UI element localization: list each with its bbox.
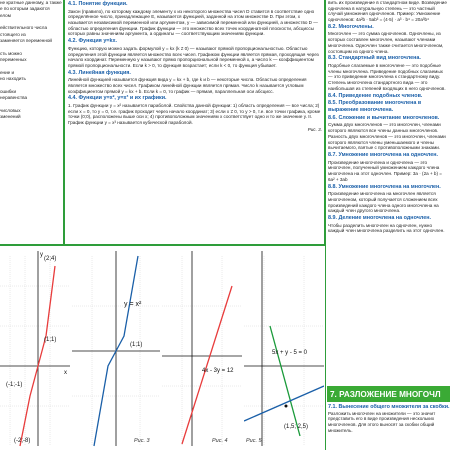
section-title-8-8: 8.8. Умножение многочлена на многочлен. bbox=[328, 183, 441, 190]
left-line: зменений bbox=[0, 113, 21, 119]
y-axis-label: y bbox=[40, 252, 43, 258]
section-title-7-1: 7.1. Вынесение общего множителя за скобки. bbox=[328, 404, 450, 410]
section-text-8-2: Многочлен — это сумма одночленов. Одночлены, из которых составлен многочлен, называют членами многочлена. Одночлен также считается многочленом, состоящим из одного члена. bbox=[328, 31, 444, 54]
section-title-8-9: 8.9. Деление многочлена на одночлен. bbox=[328, 215, 431, 222]
label-y-top: (2;4) bbox=[44, 256, 57, 262]
right-intro-text: вить их произведение в стандартном виде. Возведение одночлена в натуральную степень — это частный случай умножения одночленов. Пример: Умножение одночленов: 4a²b · 5ab³ = (4·5) · a³ · b⁴ = 20a³b⁴ bbox=[328, 0, 447, 23]
label-point-1: (1;1) bbox=[44, 337, 57, 343]
chapter-banner bbox=[327, 386, 450, 402]
intersection-label: (1,5; 2,5) bbox=[284, 424, 309, 430]
section-title-8-4: 8.4. Приведение подобных членов. bbox=[328, 92, 423, 99]
left-line: ействительного числа bbox=[0, 25, 48, 31]
left-line: не кратные данному, а также bbox=[0, 0, 62, 5]
section-title-8-3: 8.3. Стандартный вид многочлена. bbox=[328, 55, 421, 62]
section-text-4-3: Линейной функцией называется функция вида y = kx + b, где k и b — некоторые числа. Областью определения является множество всех чисел. Графиком линейной функции является прямая. Число k называется угловым коэффициентом прямой y = kx + b. Если k = 0, то график — прямая, параллельная оси абсцисс. bbox=[68, 77, 307, 94]
section-text-4-2: Функцию, которую можно задать формулой y = kx (k ≠ 0) — называют прямой пропорциональностью. Областью определения этой функции является множество всех чисел. Графиком функции является прямая, проходящая через начало координат. Переменную y называют прямо пропорциональной переменной x, а число k — коэффициентом прямой пропорциональности. Если k > 0, то функция возрастает; если k < 0, то функция убывает. bbox=[68, 45, 319, 68]
section-title-4-3: 4.3. Линейная функция. bbox=[68, 69, 131, 76]
left-line: неравенства bbox=[0, 94, 28, 100]
left-line: елом bbox=[0, 12, 11, 18]
plot-system bbox=[244, 246, 324, 450]
section-text-8-6: Сумма двух многочленов — это многочлен, членами которого являются все члены данных многочленов. Разность двух многочленов — это многочлен, членами которого являются члены уменьшаемого и члены вычитаемого, взятые с противоположными знаками. bbox=[328, 122, 446, 151]
section-text-8-7: Произведение многочлена и одночлена — это многочлен, полученный умножением каждого члена многочлена на этот одночлен. Пример: 3a · (2a + b) = 6a² + 3ab bbox=[328, 159, 442, 182]
section-title-4-4: 4.4. Функции y=x², y=x³ и их графики. bbox=[68, 95, 167, 102]
line-1 bbox=[270, 326, 300, 436]
left-line: заменяется переменной bbox=[0, 37, 52, 43]
section-title-8-6: 8.6. Сложение и вычитание многочленов. bbox=[328, 114, 440, 121]
section-text-8-9: Чтобы разделить многочлен на одночлен, нужно каждый член многочлена разделить на этот одночлен. bbox=[328, 222, 445, 234]
section-text-8-3: Подобные слагаемые в многочлене — это подобные члены многочлена. Приведение подобных слагаемых — это приведение многочлена к стандартному виду. Степень многочлена стандартного вида — это наибольшая из степеней входящих в него одночленов. bbox=[328, 62, 446, 91]
section-title-8-7: 8.7. Умножение многочлена на одночлен. bbox=[328, 152, 438, 159]
label-point-2: (-1;-1) bbox=[6, 382, 23, 388]
middle-text-column bbox=[66, 0, 324, 245]
func-label: y = x² bbox=[124, 301, 142, 308]
equation-1: 5x + y - 5 = 0 bbox=[272, 350, 308, 356]
section-text-8-8: Произведение многочлена на многочлен является многочленом, который получается сложением всех произведений каждого члена одного многочлена на каждый член другого многочлена. bbox=[328, 191, 439, 214]
left-line bbox=[0, 82, 62, 88]
left-line bbox=[0, 63, 62, 69]
label-point-3: (-2;-8) bbox=[14, 438, 31, 444]
left-line: но находить bbox=[0, 75, 26, 81]
left-line: е по которым задаются bbox=[0, 6, 50, 12]
section-text-4-4: 1. График функции y = x² называется параболой. Свойства данной функции: 1) область определения — все числа; 2) если x = 0, то y = 0, т.е. график проходит через начало координат; 3) если x ≠ 0, то y > 0, т.е. все точки графика, кроме точки (0;0), расположены выше оси x; 4) противоположным значениям x соответствует одно и то же значение y. II. График функции y = x³ называется кубической параболой. bbox=[68, 103, 321, 126]
intersection-point bbox=[285, 405, 288, 408]
figure-caption: Рис. 3 bbox=[134, 438, 150, 444]
section-title-4-2: 4.2. Функция y=kx. bbox=[68, 38, 117, 45]
left-line: сть можно bbox=[0, 50, 22, 56]
chapter-intro bbox=[328, 404, 450, 450]
plot-linear bbox=[162, 246, 242, 450]
section-title-8-2: 8.2. Многочлены. bbox=[328, 23, 374, 30]
equation: 4x - 3y = 12 bbox=[202, 368, 234, 374]
left-line bbox=[0, 101, 62, 107]
figure-label-mid: Рис. 3. bbox=[307, 126, 322, 132]
plots-area bbox=[0, 246, 325, 450]
left-line: переменных bbox=[0, 56, 27, 62]
divider-left bbox=[63, 0, 65, 245]
chapter-banner-title: 7. РАЗЛОЖЕНИЕ МНОГОЧЛ bbox=[330, 389, 441, 399]
left-line: числовых bbox=[0, 107, 21, 113]
left-line: ошибки bbox=[0, 88, 17, 94]
left-line bbox=[0, 19, 62, 25]
section-title-4-1: 4.1. Понятие функции. bbox=[68, 1, 128, 7]
figure-caption: Рис. 5 bbox=[246, 438, 262, 444]
section-title-8-5: 8.5. Преобразование многочлена в выражение многочлена. bbox=[328, 100, 422, 114]
left-text-column bbox=[0, 0, 62, 245]
left-lines bbox=[0, 0, 62, 120]
section-text-4-1: Закон (правило), по которому каждому элементу x из некоторого множества чисел D ставится в соответствие одно определённое число, принадлежащее E, называется функцией, заданной на этом множестве D. При этом, x называется независимой переменной или аргументом, y — зависимой переменной или функцией, а множество D — областью определения функции. График функции — это множество всех точек координатной плоскости, абсциссы которых равны значениям аргумента, а ординаты — соответствующим значениям функции. bbox=[68, 8, 318, 37]
line-2 bbox=[244, 386, 324, 421]
left-line: ение и bbox=[0, 69, 15, 75]
plot-bg bbox=[0, 246, 70, 450]
left-line bbox=[0, 44, 62, 50]
x-axis-label: x bbox=[64, 370, 67, 376]
plot-cubic bbox=[72, 246, 160, 450]
right-text-column bbox=[326, 0, 450, 385]
point-label: (1;1) bbox=[130, 342, 143, 348]
plot-parabola bbox=[0, 246, 70, 450]
figure-caption: Рис. 4 bbox=[212, 438, 228, 444]
left-line: стоящего из bbox=[0, 31, 26, 37]
section-text-7-1: Разложить многочлен на множители — это значит представить его в виде произведения нескольких многочленов. Для этого выносят за скобки общий множитель. bbox=[328, 410, 436, 433]
line bbox=[182, 286, 232, 444]
